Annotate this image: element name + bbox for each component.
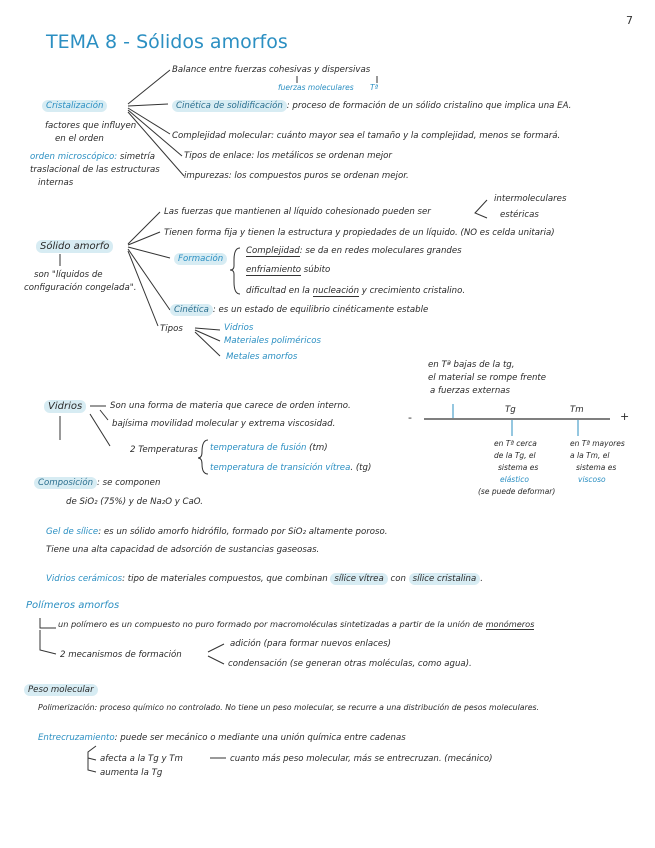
son-line-1: son "líquidos de xyxy=(34,270,103,280)
cuanto-mas-peso: cuanto más peso molecular, más se entrecruzan. (mecánico) xyxy=(230,754,493,764)
tipos-label: Tipos xyxy=(160,324,183,334)
diagram-left-4: elástico xyxy=(500,475,529,484)
entrecruzamiento: Entrecruzamiento: puede ser mecánico o mediante una unión química entre cadenas xyxy=(38,733,406,743)
cinetica-solidificacion: Cinética de solidificación : proceso de formación de un sólido cristalino que implica una EA. xyxy=(172,101,571,111)
factores-line-1: factores que influyen xyxy=(45,121,137,131)
balance-text: Balance entre fuerzas cohesivas y dispersivas xyxy=(172,65,371,75)
dificultad-nucleacion: dificultad en la nucleación y crecimiento cristalino. xyxy=(246,286,466,296)
adicion: adición (para formar nuevos enlaces) xyxy=(230,639,391,649)
impurezas: impurezas: los compuestos puros se ordenan mejor. xyxy=(184,171,409,181)
polimeros-label: Polímeros amorfos xyxy=(26,600,120,611)
page-title: TEMA 8 - Sólidos amorfos xyxy=(46,31,288,53)
orden-microscopico: orden microscópico: simetría xyxy=(30,152,155,162)
composicion: Composición : se componen xyxy=(34,478,160,488)
polimero-definicion: un polímero es un compuesto no puro formado por macromoléculas sintetizadas a partir de la unión de monómeros xyxy=(58,619,535,629)
tipo-materiales-polimericos: Materiales poliméricos xyxy=(224,336,321,346)
fuerzas-moleculares: fuerzas moleculares xyxy=(278,83,354,92)
diagram-right-4: viscoso xyxy=(578,475,606,484)
diagram-tg: Tg xyxy=(505,405,516,415)
peso-molecular-label: Peso molecular xyxy=(24,684,98,696)
tipo-vidrios: Vidrios xyxy=(224,323,254,333)
orden-line-1: traslacional de las estructuras xyxy=(30,165,160,175)
formacion-label: Formación xyxy=(174,253,227,265)
cristalizacion-label: Cristalización xyxy=(42,100,107,112)
diagram-left-1: en Tª cerca xyxy=(494,439,537,448)
composicion-line-2: de SiO₂ (75%) y de Na₂O y CaO. xyxy=(66,497,203,507)
tipos-enlace: Tipos de enlace: los metálicos se ordenan mejor xyxy=(184,151,392,161)
orden-line-2: internas xyxy=(38,178,74,188)
diagram-tm: Tm xyxy=(570,405,584,415)
temp-transicion: temperatura de transición vítrea. (tg) xyxy=(210,463,372,473)
gel-line-2: Tiene una alta capacidad de adsorción de sustancias gaseosas. xyxy=(46,545,320,555)
mecanismos-formacion: 2 mecanismos de formación xyxy=(60,650,182,660)
temp-fusion: temperatura de fusión (tm) xyxy=(210,443,328,453)
condensacion: condensación (se generan otras moléculas, como agua). xyxy=(228,659,472,669)
estericas: estéricas xyxy=(500,210,539,220)
factores-line-2: en el orden xyxy=(55,134,104,144)
diagram-note-3: a fuerzas externas xyxy=(430,386,511,396)
aumenta-tg: aumenta la Tg xyxy=(100,768,163,778)
gel-silice: Gel de sílice: es un sólido amorfo hidrófilo, formado por SiO₂ altamente poroso. xyxy=(46,527,388,537)
cinetica-solido: Cinética : es un estado de equilibrio cinéticamente estable xyxy=(170,305,428,315)
diagram-note-2: el material se rompe frente xyxy=(428,373,547,383)
diagram-minus: - xyxy=(408,411,412,424)
intermoleculares: intermoleculares xyxy=(494,194,567,204)
vidrios-ceramicos: Vidrios cerámicos: tipo de materiales compuestos, que combinan sílice vítrea con sílice cristalina . xyxy=(46,574,484,584)
temperaturas-label: 2 Temperaturas xyxy=(130,445,198,455)
forma-fija: Tienen forma fija y tienen la estructura y propiedades de un líquido. (NO es celda unitaria) xyxy=(164,228,555,238)
vidrios-line-2: bajísima movilidad molecular y extrema viscosidad. xyxy=(112,419,336,429)
son-line-2: configuración congelada". xyxy=(24,283,137,293)
diagram-right-3: sistema es xyxy=(576,463,617,472)
diagram-right-2: a la Tm, el xyxy=(570,451,610,460)
solido-amorfo-label: Sólido amorfo xyxy=(36,240,113,253)
diagram-plus: + xyxy=(620,410,630,423)
vidrios-line-1: Son una forma de materia que carece de orden interno. xyxy=(110,401,351,411)
diagram-left-3: sistema es xyxy=(498,463,539,472)
tipo-metales-amorfos: Metales amorfos xyxy=(226,352,298,362)
complejidad-molecular: Complejidad molecular: cuánto mayor sea el tamaño y la complejidad, menos se formará. xyxy=(172,131,561,141)
diagram-left-2: de la Tg, el xyxy=(494,451,536,460)
vidrios-label: Vidrios xyxy=(44,400,86,413)
page-number: 7 xyxy=(626,14,633,27)
diagram-left-5: (se puede deformar) xyxy=(478,487,556,496)
diagram-note-1: en Tª bajas de la tg, xyxy=(428,360,515,370)
polimerizacion-text: Polimerización: proceso químico no controlado. No tiene un peso molecular, se recurre a una distribución de pesos moleculares. xyxy=(38,703,540,712)
fuerzas-liquido: Las fuerzas que mantienen al líquido cohesionado pueden ser xyxy=(164,207,431,217)
tg-note: Tª xyxy=(370,83,379,92)
complejidad-redes: Complejidad: se da en redes moleculares grandes xyxy=(246,246,462,256)
enfriamiento-subito: enfriamiento súbito xyxy=(246,265,331,275)
afecta-tg-tm: afecta a la Tg y Tm xyxy=(100,754,183,764)
diagram-right-1: en Tª mayores xyxy=(570,439,625,448)
